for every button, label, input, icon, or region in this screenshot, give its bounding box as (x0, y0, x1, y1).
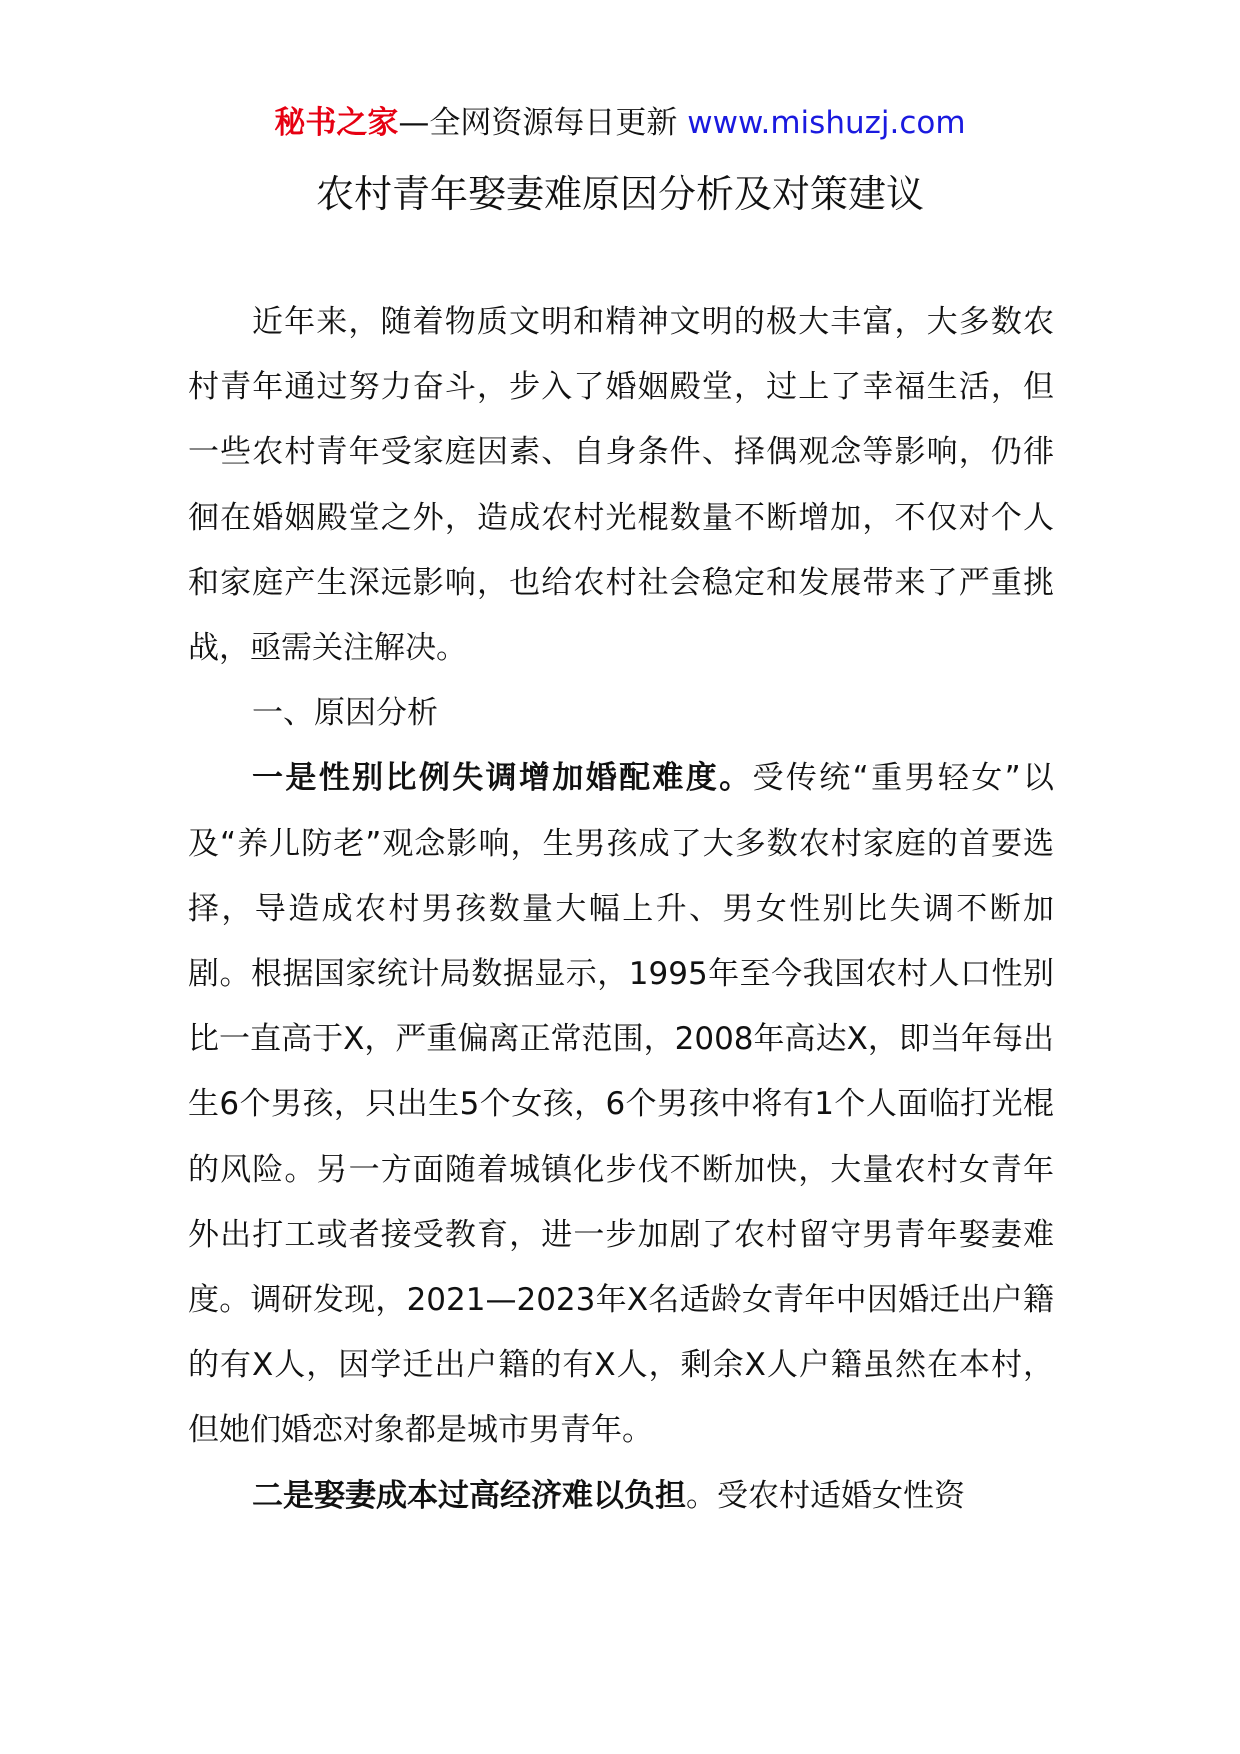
point-one-paragraph (188, 746, 1054, 1463)
point-one-lead: 一是性别比例失调增加婚配难度。 (252, 760, 753, 797)
site-slogan: —全网资源每日更新 (398, 105, 688, 141)
point-two-text: 。受农村适婚女性资 (686, 1477, 965, 1514)
site-url-link[interactable]: www.mishuzj.com (687, 105, 966, 141)
intro-paragraph: 近年来，随着物质文明和精神文明的极大丰富，大多数农村青年通过努力奋斗，步入了婚姻殿堂，过上了幸福生活，但一些农村青年受家庭因素、自身条件、择偶观念等影响，仍徘徊在婚姻殿堂之外，造成农村光棍数量不断增加，不仅对个人和家庭产生深远影响，也给农村社会稳定和发展带来了严重挑战，亟需关注解决。 (188, 304, 1054, 667)
point-one-text: 受传统“重男轻女”以及“养儿防老”观念影响，生男孩成了大多数农村家庭的首要选择，导造成农村男孩数量大幅上升、男女性别比失调不断加剧。根据国家统计局数据显示，1995年至今我国农村人口性别比一直高于X，严重偏离正常范围，2008年高达X，即当年每出生6个男孩，只出生5个女孩，6个男孩中将有1个人面临打光棍的风险。另一方面随着城镇化步伐不断加快，大量农村女青年外出打工或者接受教育，进一步加剧了农村留守男青年娶妻难度。调研发现，2021—2023年X名适龄女青年中因婚迁出户籍的有X人，因学迁出户籍的有X人，剩余X人户籍虽然在本村，但她们婚恋对象都是城市男青年。 (188, 760, 1054, 1449)
point-two-paragraph (188, 1464, 1054, 1529)
point-two-lead: 二是娶妻成本过高经济难以负担 (252, 1477, 686, 1514)
site-brand: 秘书之家 (274, 105, 399, 141)
section-heading: 一、原因分析 (252, 695, 438, 732)
document-title: 农村青年娶妻难原因分析及对策建议 (315, 172, 924, 216)
document-body (188, 290, 1054, 1529)
site-header (0, 100, 1240, 146)
